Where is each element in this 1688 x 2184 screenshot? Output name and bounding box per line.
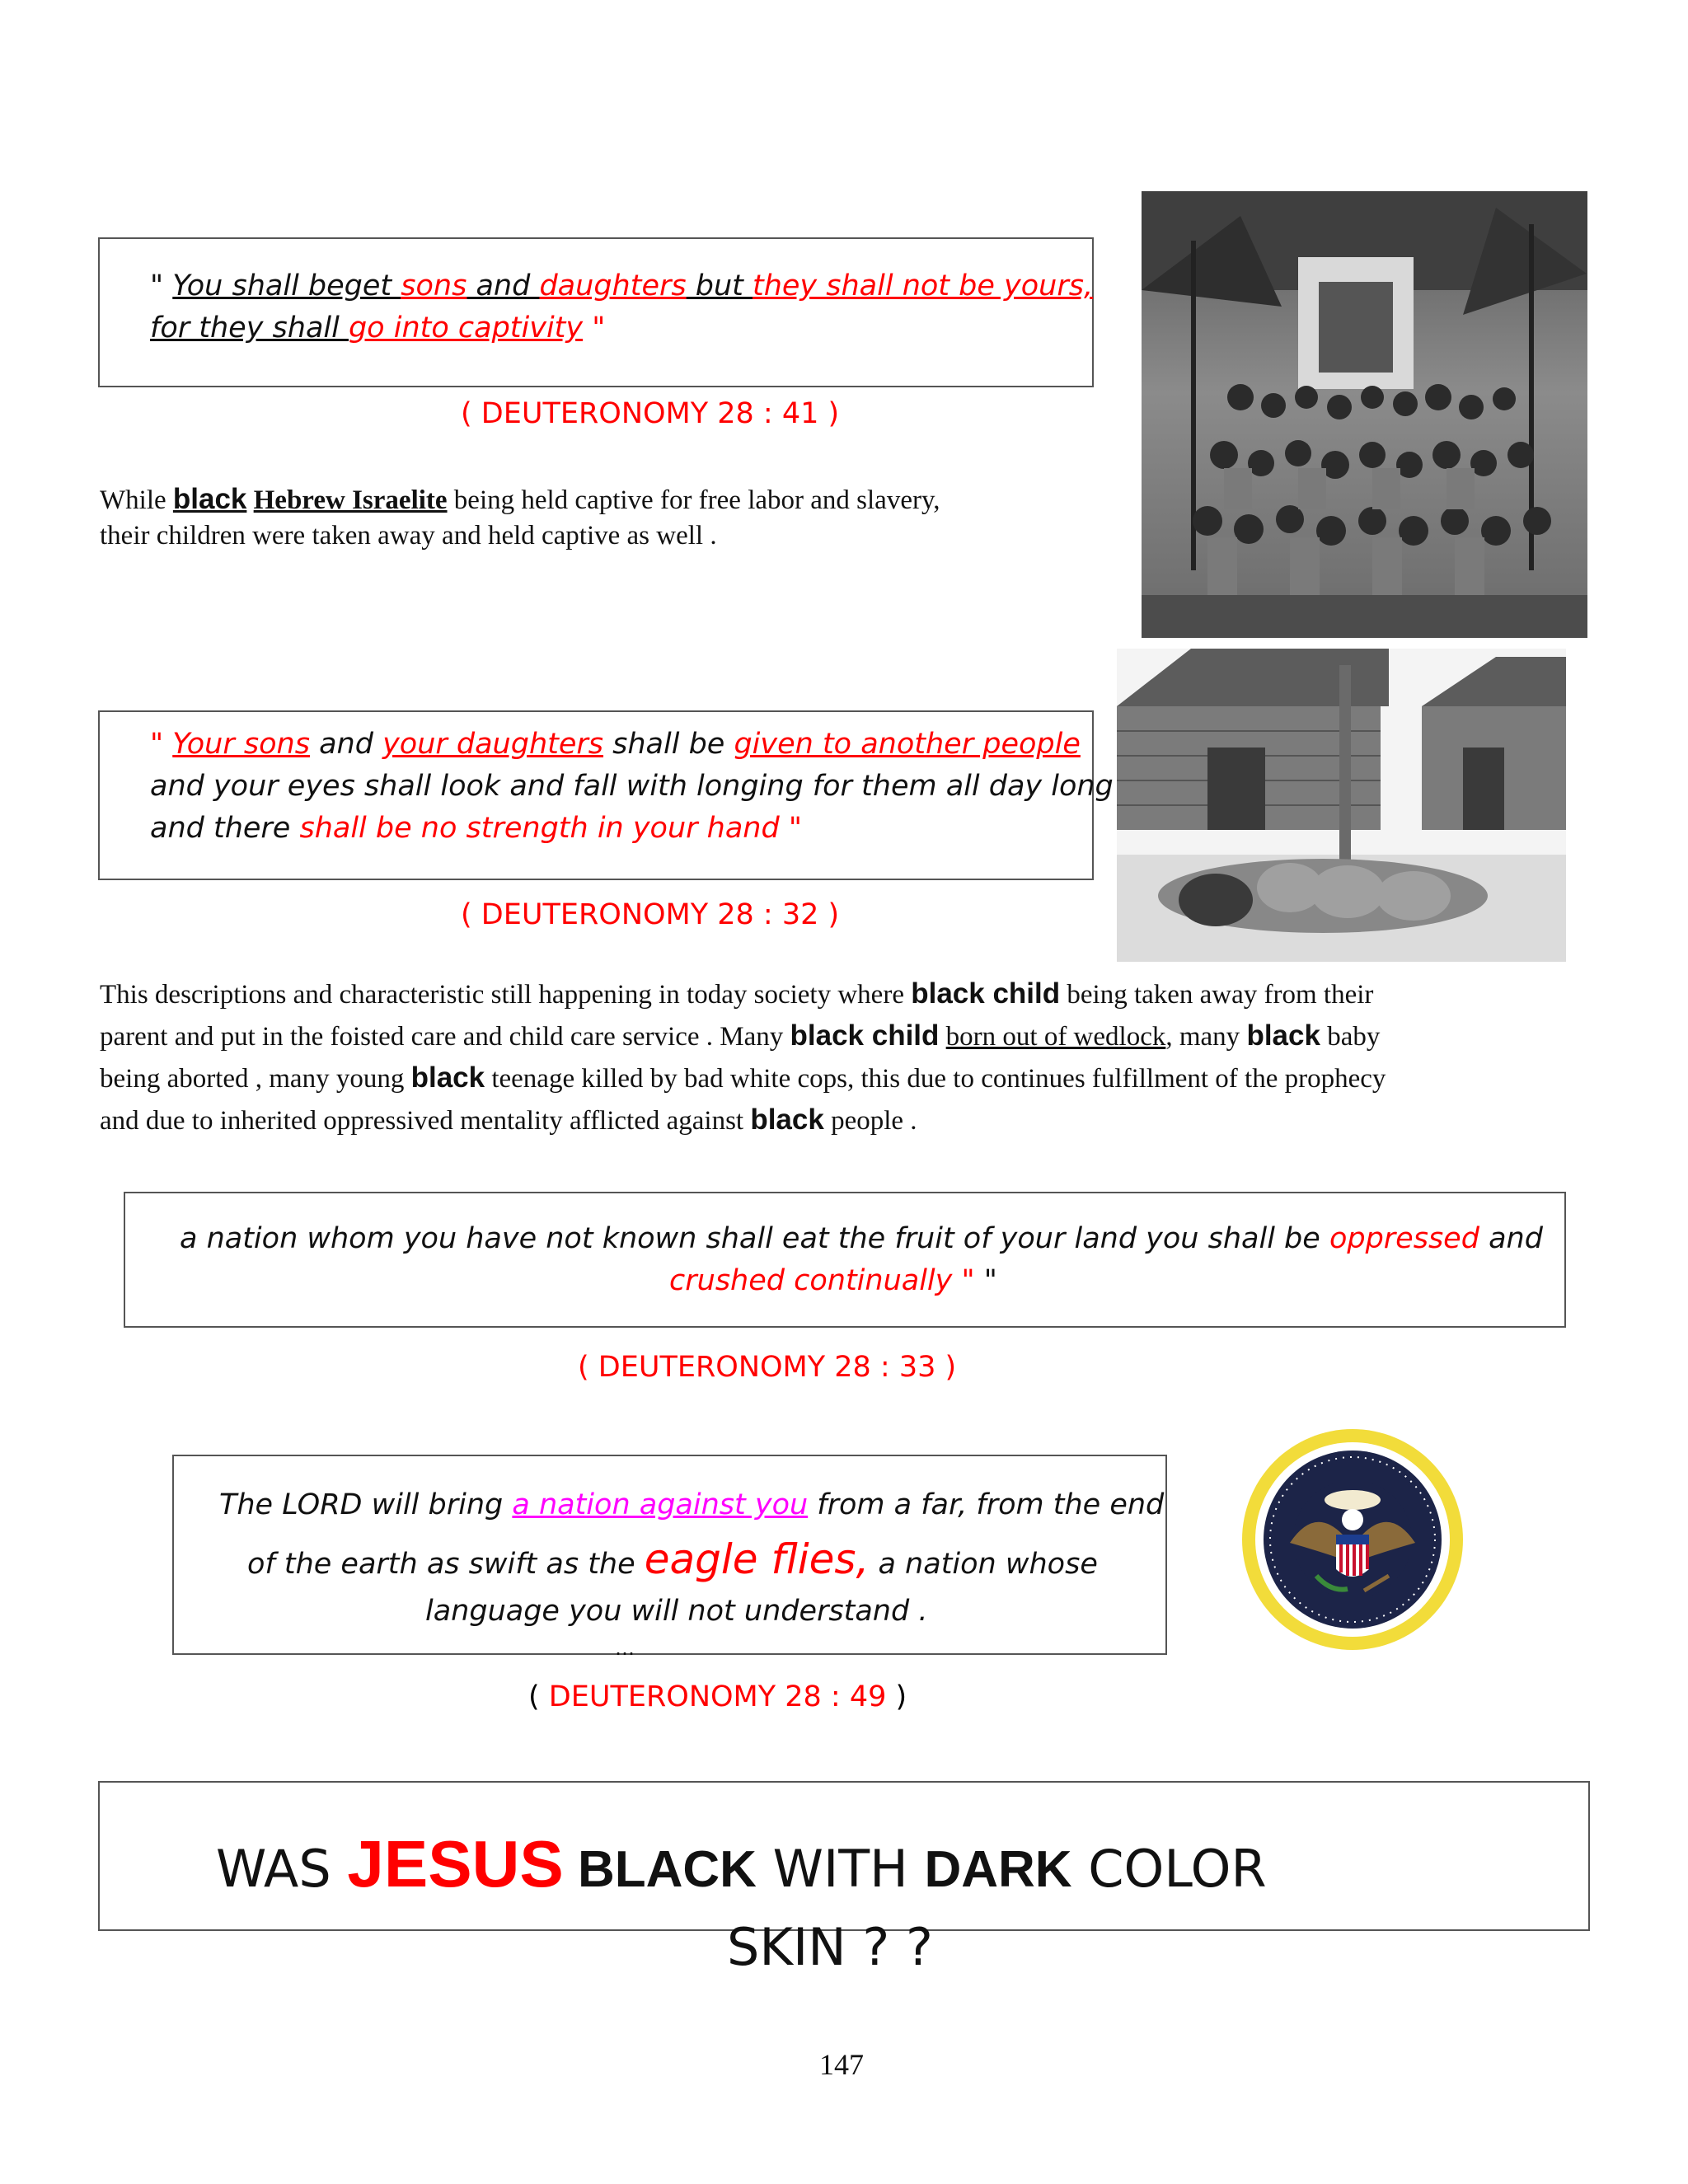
paragraph-1-line-2: their children were taken away and held captive as well .	[100, 521, 717, 551]
paragraph-1-line-1: While black Hebrew Israelite being held captive for free labor and slavery,	[100, 483, 940, 515]
quote-2-line-1: " Your sons and your daughters shall be given to another people	[150, 728, 1081, 761]
paragraph-2-line-1: This descriptions and characteristic still happening in today society where black child being taken away from their	[100, 977, 1374, 1010]
quote-4-line-3: language you will not understand .	[425, 1595, 928, 1628]
quote-box-3	[124, 1192, 1566, 1328]
scripture-reference-1: ( DEUTERONOMY 28 : 41 )	[461, 397, 840, 430]
paragraph-2-line-3: being aborted , many young black teenage killed by bad white cops, this due to continues fulfillment of the prophecy	[100, 1062, 1386, 1094]
quote-4-line-2: of the earth as swift as the eagle flies, a nation whose	[247, 1535, 1098, 1583]
captive-children-photo	[1142, 191, 1587, 638]
presidential-seal-icon	[1240, 1427, 1465, 1652]
paragraph-2-line-2: parent and put in the foisted care and child care service . Many black child born out of wedlock, many black baby	[100, 1019, 1381, 1052]
quote-2-line-2: and your eyes shall look and fall with longing for them all day long	[150, 770, 1114, 803]
headline-line-1: WAS JESUS BLACK WITH DARK COLOR	[216, 1827, 1267, 1900]
quote-4-line-1: The LORD will bring a nation against you from a far, from the end	[219, 1488, 1165, 1521]
headline-line-2: SKIN ? ?	[727, 1917, 933, 1977]
quote-4-ellipsis: …	[615, 1637, 635, 1660]
page-number: 147	[819, 2048, 864, 2081]
quote-2-line-3: and there shall be no strength in your hand "	[150, 812, 802, 845]
scripture-reference-2: ( DEUTERONOMY 28 : 32 )	[461, 898, 840, 931]
quote-1-line-1: " You shall beget sons and daughters but they shall not be yours,	[150, 269, 1094, 302]
chained-prisoner-photo	[1117, 649, 1566, 962]
scripture-reference-4: ( DEUTERONOMY 28 : 49 )	[528, 1680, 907, 1713]
quote-3-line-1: a nation whom you have not known shall eat the fruit of your land you shall be oppressed and	[180, 1222, 1543, 1255]
quote-3-line-2: crushed continually " "	[669, 1264, 997, 1297]
paragraph-2-line-4: and due to inherited oppressived mentality afflicted against black people .	[100, 1104, 917, 1136]
scripture-reference-3: ( DEUTERONOMY 28 : 33 )	[578, 1351, 957, 1384]
quote-1-line-2: for they shall go into captivity "	[150, 312, 606, 344]
